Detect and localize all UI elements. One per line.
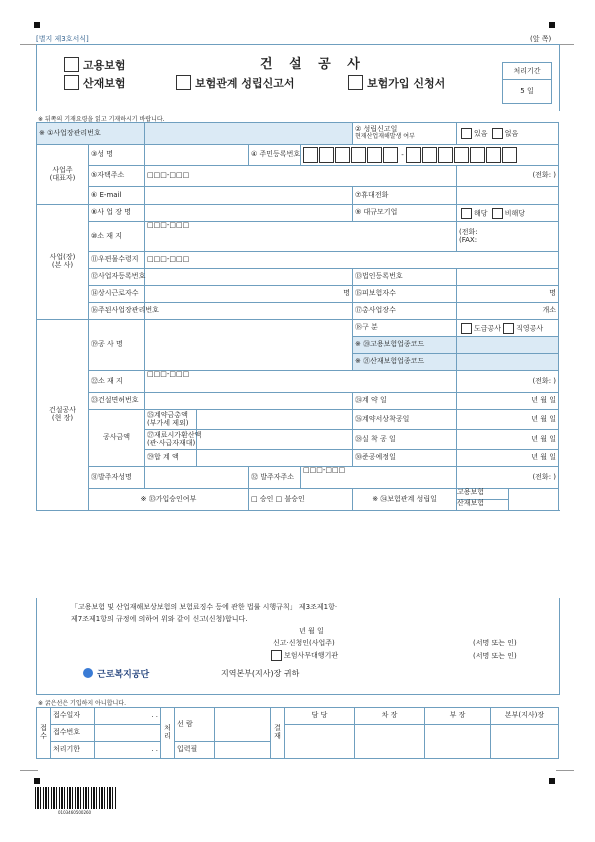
biz-reg-label: ⑫사업자등록번호 [89,269,145,286]
permit-input[interactable] [145,393,353,410]
client-name-label: ㉛발주자성명 [89,467,145,489]
declaration-line1: 「고용보험 및 산업재해보상보험의 보험료징수 등에 관한 법률 시행규칙」 제3조제1항· [71,603,338,611]
org-logo-icon [83,668,93,678]
acc-code-label: ※ ㉑산재보험업종코드 [353,354,457,371]
owner-address-label: ⑤자택주소 [89,166,145,187]
permit-label: ㉓건설면허번호 [89,393,145,410]
corner-mark-top-left [34,22,40,28]
site-count-input[interactable]: 개소 [457,303,559,320]
reporter-label: 신고·신청인(사업주) [273,639,335,647]
apply-checkbox[interactable] [348,75,363,90]
processing-box [502,62,552,104]
client-addr-label: ㉜ 발주자주소 [249,467,301,489]
site-count-label: ⑰총사업장수 [353,303,457,320]
notice-text: ※ 뒤쪽의 기재요령을 읽고 기재하시기 바랍니다. [38,116,165,123]
reporter-sign[interactable]: (서명 또는 인) [473,639,517,647]
employment-checkbox[interactable] [64,57,79,72]
receipt-date-input[interactable]: . . [95,708,161,725]
join-approval-options[interactable]: □ 승인 □ 불승인 [249,489,353,511]
type-label: ⑱구 분 [353,320,457,337]
material-input[interactable] [197,430,353,450]
option-employment[interactable]: 고용보험 [64,54,126,73]
staff-sign[interactable] [285,725,355,759]
site-location-input[interactable]: □□□-□□□ [145,371,457,393]
corner-mark-bottom-left [34,778,40,784]
cost-group-label: 공사금액 [89,410,145,467]
site-location-label: ㉒소 재 지 [89,371,145,393]
contract-cost-input[interactable] [197,410,353,430]
chief-label: 차 장 [355,708,425,725]
option-accident[interactable]: 산재보험 [64,72,126,91]
insured-input[interactable]: 명 [457,286,559,303]
site-phone[interactable]: (전화: ) [457,371,559,393]
receipt-no-input[interactable] [95,725,161,742]
deadline-label: 처리기한 [51,742,95,759]
input-check[interactable] [215,742,271,759]
page-side: (앞 쪽) [530,35,552,43]
contract-date-input[interactable]: 년 월 일 [457,393,559,410]
dept-sign[interactable] [425,725,491,759]
barcode [35,787,117,809]
site-mgmt-label: ※ ①사업장관리번호 [37,123,145,145]
declaration-block [36,598,560,695]
declaration-date: 년 월 일 [299,627,324,635]
crop-line-bottom-right [556,770,574,771]
employees-input[interactable]: 명 [145,286,353,303]
owner-mobile-label: ⑦휴대전화 [353,187,457,205]
acc-code-input[interactable] [457,354,559,371]
receipt-no-label: 접수번호 [51,725,95,742]
accident-no-checkbox[interactable] [492,128,503,139]
completion-input[interactable]: 년 월 일 [457,450,559,467]
start-actual-input[interactable]: 년 월 일 [457,430,559,450]
main-site-mgmt-label: ⑯주된사업장관리번호 [89,303,145,320]
corp-reg-input[interactable] [457,269,559,286]
join-approval-label: ※ ㉝가입승인여부 [89,489,249,511]
owner-phone[interactable]: (전화: ) [457,166,559,187]
form-number: [별지 제3호서식] [36,35,89,43]
receipt-date-label: 접수일자 [51,708,95,725]
barcode-text: 0103460500260 [58,810,92,815]
approval-group-label: 결재 [271,708,285,759]
head-label: 본부(지사)장 [491,708,559,725]
deadline-input[interactable]: . . [95,742,161,759]
total-label: ㉙합 계 액 [145,450,197,467]
accident-yes-no[interactable]: 있음 없음 [457,123,559,145]
owner-rrn-input[interactable]: - [301,145,559,166]
emp-code-input[interactable] [457,337,559,354]
chief-sign[interactable] [355,725,425,759]
emp-code-label: ※ ⑳고용보험업종코드 [353,337,457,354]
business-location-label: ⑩소 재 지 [89,222,145,252]
owner-rrn-label: ④ 주민등록번호 [249,145,301,166]
business-contact[interactable]: (전화: (FAX: [457,222,559,252]
est-date-input[interactable] [509,489,559,511]
employees-label: ⑭상시근로자수 [89,286,145,303]
accident-checkbox[interactable] [64,75,79,90]
receipt-group-label: 접수 [37,708,51,759]
biz-reg-input[interactable] [145,269,353,286]
material-label: ㉗재료시가환산액 (관·사급자재대) [145,430,197,450]
owner-name-label: ③성 명 [89,145,145,166]
owner-address-input[interactable]: □□□-□□□ [145,166,457,187]
dept-label: 부 장 [425,708,491,725]
start-contract-input[interactable]: 년 월 일 [457,410,559,430]
agent-sign[interactable]: (서명 또는 인) [473,652,517,660]
insured-label: ⑮피보험자수 [353,286,457,303]
option-report[interactable]: 보험관계 성립신고서 [176,72,294,91]
accident-yes-checkbox[interactable] [461,128,472,139]
type-options[interactable]: 도급공사 직영공사 [457,320,559,337]
owner-section-label: 사업주 (대표자) [37,145,89,205]
processing-label: 처리기간 [503,63,551,80]
agent-label[interactable]: 보험사무대행기관 [269,650,338,661]
contract-cost-label: ㉕계약금총액 (부가세 제외) [145,410,197,430]
site-mgmt-input[interactable] [145,123,353,145]
project-name-input[interactable] [145,320,353,371]
org-name: 근로복지공단 [97,670,150,680]
processing-days: 5 일 [520,87,534,95]
completion-label: ㉚준공예정일 [353,450,457,467]
head-sign[interactable] [491,725,559,759]
construction-section-label: 건설공사 (현 장) [37,320,89,511]
corner-mark-top-right [549,22,555,28]
start-contract-label: ㉖계약서상착공일 [353,410,457,430]
staff-label: 담 당 [285,708,355,725]
total-input[interactable] [197,450,353,467]
business-location-input[interactable]: □□□-□□□ [145,222,457,252]
bold-line-note: ※ 굵은선은 기입하지 아니합니다. [38,700,127,707]
est-date-label: ※ ㉞보험관계 성립일 [353,489,457,511]
receipt-address-input[interactable]: □□□-□□□ [145,252,559,269]
main-form-table [36,122,559,511]
corp-reg-label: ⑬법인등록번호 [353,269,457,286]
process-group-label: 처리 [161,708,175,759]
addressee: 지역본부(지사)장 귀하 [221,669,300,678]
declaration-line2: 제7조제1항의 규정에 의하여 위와 같이 신고(신청)합니다. [71,615,248,623]
client-phone[interactable]: (전화: ) [457,467,559,489]
report-checkbox[interactable] [176,75,191,90]
start-actual-label: ㉘실 착 공 일 [353,430,457,450]
owner-name-input[interactable] [145,145,249,166]
corner-mark-bottom-right [549,778,555,784]
client-addr-input[interactable]: □□□-□□□ [301,467,457,489]
owner-mobile-input[interactable] [457,187,559,205]
business-name-label: ⑧사 업 장 명 [89,205,145,222]
project-name-label: ⑲공 사 명 [89,320,145,371]
business-name-input[interactable] [145,205,353,222]
large-company-label: ⑨ 대규모기업 [353,205,457,222]
review-input[interactable] [215,708,271,742]
client-name-input[interactable] [145,467,249,489]
page-title: 건 설 공 사 [260,57,366,72]
est-date-insurance-types: 고용보험 산재보험 [457,489,509,511]
option-apply[interactable]: 보험가입 신청서 [348,72,445,91]
review-label: 선 람 [175,708,215,742]
contract-date-label: ㉔계 약 일 [353,393,457,410]
large-company-options[interactable]: 해당 비해당 [457,205,559,222]
main-site-mgmt-input[interactable] [145,303,353,320]
crop-line-bottom-left [20,770,38,771]
receipt-address-label: ⑪우편물수령지 [89,252,145,269]
business-section-label: 사업(장) (본 사) [37,205,89,320]
input-label: 입력필 [175,742,215,759]
accident-occurrence-cell: ② 성립신고일 현재산업재해발생 여부 [353,123,457,145]
owner-email-label: ⑥ E-mail [89,187,145,205]
owner-email-input[interactable] [145,187,353,205]
office-table [36,707,559,759]
